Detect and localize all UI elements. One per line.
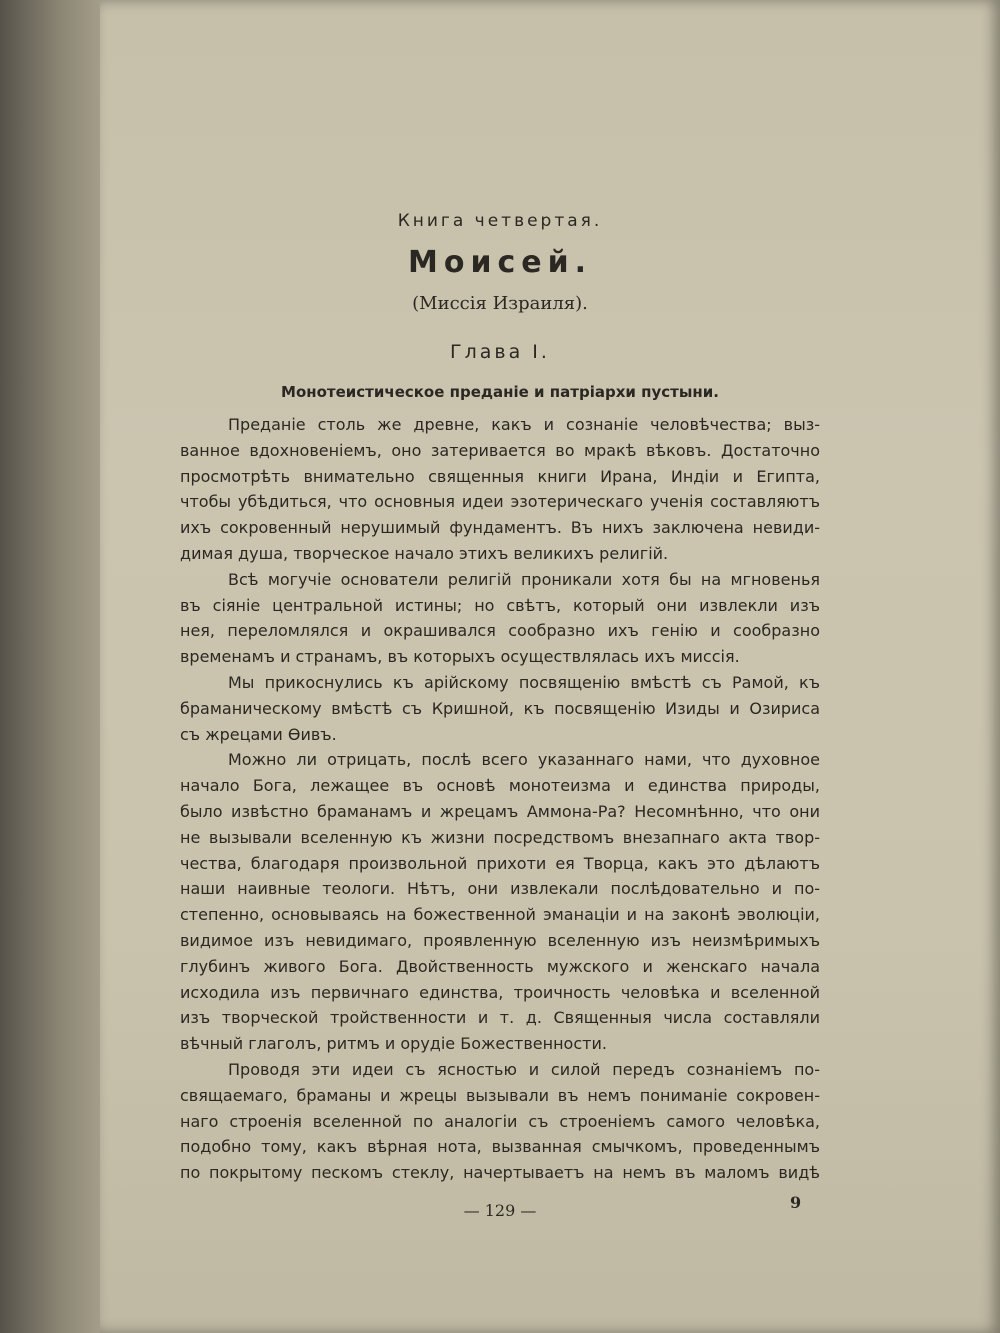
text-line: по покрытому пескомъ стеклу, начертываетъ на немъ въ маломъ видѣ bbox=[180, 1163, 820, 1183]
text-line: димая душа, творческое начало этихъ великихъ религій. bbox=[180, 543, 669, 563]
text-line: начало Бога, лежащее въ основѣ монотеизма и единства природы, bbox=[180, 776, 820, 796]
text-line: подобно тому, какъ вѣрная нота, вызванная смычкомъ, проведеннымъ bbox=[180, 1137, 820, 1157]
text-line: Всѣ могучіе основатели религій проникали хотя бы на мгновенья bbox=[228, 569, 820, 589]
page-number: — 129 — bbox=[463, 1201, 537, 1220]
text-line: видимое изъ невидимаго, проявленную вселенную изъ неизмѣримыхъ bbox=[180, 930, 820, 950]
text-line: просмотрѣть внимательно священныя книги Ирана, Индіи и Египта, bbox=[180, 466, 820, 486]
text-line: Мы прикоснулись къ арійскому посвященію вмѣстѣ съ Рамой, къ bbox=[228, 672, 820, 692]
text-line: чества, благодаря произвольной прихоти ея Творца, какъ это дѣлаютъ bbox=[180, 853, 820, 873]
main-title: Моисей. bbox=[407, 245, 593, 280]
subtitle: (Миссія Израиля). bbox=[412, 293, 588, 314]
text-line: исходила изъ первичнаго единства, троичность человѣка и вселенной bbox=[180, 982, 820, 1002]
book-title: Книга четвертая. bbox=[397, 211, 603, 231]
text-line: изъ творческой тройственности и т. д. Священныя числа составляли bbox=[180, 1008, 820, 1028]
chapter-title: Монотеистическое преданіе и патріархи пустыни. bbox=[281, 383, 719, 401]
text-line: въ сіяніе центральной истины; но свѣтъ, который они извлекли изъ bbox=[180, 595, 820, 615]
text-line: степенно, основываясь на божественной эманаціи и на законѣ эволюціи, bbox=[180, 905, 820, 925]
text-line: наго строенія вселенной по аналогіи съ строеніемъ самого человѣка, bbox=[180, 1111, 820, 1131]
text-line: Преданіе столь же древне, какъ и сознаніе человѣчества; выз- bbox=[228, 415, 820, 434]
text-line: Можно ли отрицать, послѣ всего указаннаго нами, что духовное bbox=[228, 750, 820, 770]
signature-mark: 9 bbox=[790, 1193, 802, 1212]
text-line: временамъ и странамъ, въ которыхъ осуществлялась ихъ миссія. bbox=[180, 647, 740, 667]
text-line: ванное вдохновеніемъ, оно затеривается во мракѣ вѣковъ. Достаточно bbox=[180, 440, 820, 460]
text-line: чтобы убѣдиться, что основныя идеи эзотерическаго ученія составляютъ bbox=[180, 492, 820, 512]
book-gutter bbox=[0, 0, 100, 1333]
text-line: не вызывали вселенную къ жизни посредствомъ внезапнаго акта твор- bbox=[180, 827, 820, 847]
text-line: вѣчный глаголъ, ритмъ и орудіе Божественности. bbox=[180, 1034, 607, 1054]
text-line: Проводя эти идеи съ ясностью и силой передъ сознаніемъ по- bbox=[228, 1059, 820, 1079]
text-line: было извѣстно браманамъ и жрецамъ Аммона-Ра? Несомнѣнно, что они bbox=[180, 801, 820, 821]
text-line: глубинъ живого Бога. Двойственность мужского и женскаго начала bbox=[180, 956, 820, 976]
text-line: свящаемаго, браманы и жрецы вызывали въ немъ пониманіе сокровен- bbox=[180, 1085, 820, 1105]
text-line: наши наивные теологи. Нѣтъ, они извлекали послѣдовательно и по- bbox=[180, 879, 820, 899]
text-line: ихъ сокровенный нерушимый фундаментъ. Въ нихъ заключена невиди- bbox=[180, 518, 820, 538]
text-line: съ жрецами Ѳивъ. bbox=[180, 724, 337, 744]
chapter-heading: Глава I. bbox=[450, 341, 550, 363]
body-text bbox=[180, 412, 820, 1186]
text-line: нея, переломлялся и окрашивался сообразно ихъ генію и сообразно bbox=[180, 621, 820, 641]
text-line: браманическому вмѣстѣ съ Кришной, къ посвященію Изиды и Озириса bbox=[180, 698, 820, 718]
